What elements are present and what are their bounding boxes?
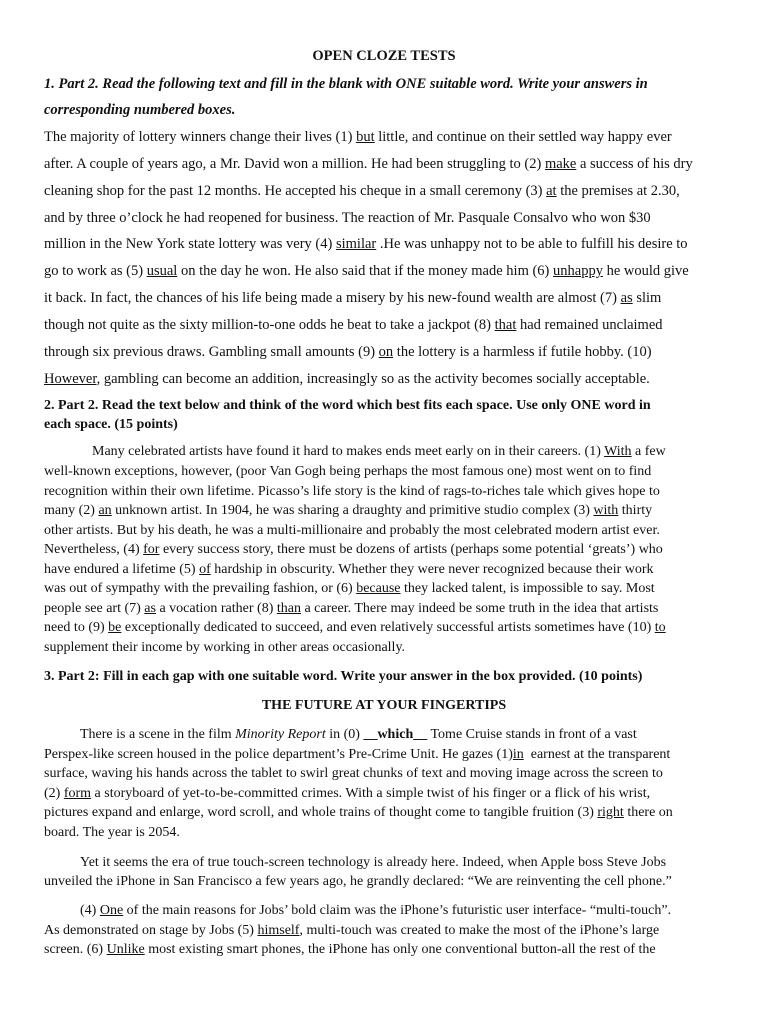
section3-text-line: Perspex-like screen housed in the police department’s Pre-Crime Unit. He gazes (1)in earnest at the transparent — [44, 747, 671, 762]
answer-3-0: __which__ — [363, 727, 428, 742]
section2-text-line: people see art (7) as a vocation rather (8) than a career. There may indeed be some truth in the idea that artists — [44, 601, 659, 616]
answer-2-9: be — [108, 620, 122, 635]
section3-text-line: As demonstrated on stage by Jobs (5) himself, multi-touch was created to make the most of the iPhone’s large — [44, 923, 660, 938]
answer-2: make — [544, 156, 577, 172]
section2-text-line: have endured a lifetime (5) of hardship in obscurity. Whether they were never recognized because their work — [44, 562, 654, 577]
section1-text-line: after. A couple of years ago, a Mr. David won a million. He had been struggling to (2) make a success of his dry — [44, 156, 693, 172]
answer-2-4: for — [143, 542, 160, 557]
answer-10: However — [44, 371, 97, 387]
section2-text-line: many (2) an unknown artist. In 1904, he was sharing a draughty and primitive studio complex (3) with thirty — [44, 503, 653, 518]
section2-text-line: need to (9) be exceptionally dedicated to succeed, and even relatively successful artists sometimes have (10) to — [44, 620, 666, 635]
section3-text-line: Yet it seems the era of true touch-screen technology is already here. Indeed, when Apple boss Steve Jobs — [80, 855, 667, 870]
answer-7: as — [620, 290, 633, 306]
section1-heading-line2: corresponding numbered boxes. — [44, 102, 236, 118]
section3-heading: 3. Part 2: Fill in each gap with one suitable word. Write your answer in the box provided. (10 points) — [44, 669, 643, 684]
film-title: Minority Report — [235, 727, 326, 742]
section3-text-line: surface, waving his hands across the tablet to swirl great chunks of text and moving image across the screen to — [44, 766, 663, 781]
answer-3-2: form — [63, 786, 92, 801]
answer-2-7: as — [144, 601, 156, 616]
section3-text-line: (4) One of the main reasons for Jobs’ bold claim was the iPhone’s futuristic user interface- “multi-touch”. — [80, 903, 672, 918]
section3-text-title: THE FUTURE AT YOUR FINGERTIPS — [261, 698, 507, 713]
answer-2-8: than — [276, 601, 301, 616]
section2-text-line: Many celebrated artists have found it hard to makes ends meet early on in their careers. (1) With a few — [92, 444, 666, 459]
section1-text-line: However, gambling can become an addition, increasingly so as the activity becomes socially acceptable. — [44, 371, 650, 387]
section2-text-line: other artists. But by his death, he was a multi-millionaire and probably the most celebrated modern artist ever. — [44, 523, 660, 538]
section2-text-line: was out of sympathy with the prevailing fashion, or (6) because they lacked talent, is impossible to say. Most — [44, 581, 655, 596]
answer-3-5: himself — [257, 923, 300, 938]
section2-heading-line1: 2. Part 2. Read the text below and think of the word which best fits each space. Use only ONE word in — [44, 398, 651, 413]
section1-text-line: it back. In fact, the chances of his life being made a misery by his new-found wealth are almost (7) as slim — [44, 290, 662, 306]
section3-text-line: There is a scene in the film Minority Report in (0) __which__ Tome Cruise stands in front of a vast — [80, 727, 637, 742]
answer-6: unhappy — [553, 263, 603, 279]
section2-text-line: supplement their income by working in other areas occasionally. — [44, 640, 406, 655]
section1-text-line: cleaning shop for the past 12 months. He accepted his cheque in a small ceremony (3) at the premises at 2.30, — [44, 183, 680, 199]
section1-text-line: go to work as (5) usual on the day he won. He also said that if the money made him (6) unhappy he would give — [44, 263, 689, 279]
section3-text-line: (2) form a storyboard of yet-to-be-committed crimes. With a simple twist of his finger or a flick of his wrist, — [44, 786, 651, 801]
section1-heading-line1: 1. Part 2. Read the following text and fill in the blank with ONE suitable word. Write your answers in — [44, 76, 648, 92]
section1-text-line: though not quite as the sixty million-to-one odds he beat to take a jackpot (8) that had remained unclaimed — [44, 317, 663, 333]
answer-3: at — [546, 183, 557, 199]
page-title: OPEN CLOZE TESTS — [312, 48, 456, 64]
section3-text-line: board. The year is 2054. — [44, 825, 180, 840]
section2-text-line: well-known exceptions, however, (poor Van Gogh being perhaps the most famous one) most went on to find — [44, 464, 652, 479]
answer-3-1: in — [512, 747, 524, 762]
answer-3-4: One — [99, 903, 124, 918]
section3-text-line: unveiled the iPhone in San Francisco a few years ago, he grandly declared: “We are reinventing the cell phone.” — [44, 874, 672, 889]
section1-text-line: The majority of lottery winners change their lives (1) but little, and continue on their settled way happy ever — [44, 129, 672, 145]
answer-9: on — [378, 344, 394, 360]
answer-3-3: right — [597, 805, 624, 820]
answer-1: but — [356, 129, 375, 145]
answer-5: usual — [146, 263, 178, 279]
answer-2-1: With — [604, 444, 632, 459]
section2-heading-line2: each space. (15 points) — [44, 417, 178, 432]
section2-text-line: recognition within their own lifetime. Picasso’s life story is the kind of rags-to-riches tale which gives hope to — [44, 484, 660, 499]
section3-text-line: pictures expand and enlarge, word scroll, and whole trains of thought come to tangible fruition (3) right there on — [44, 805, 673, 820]
section1-text-line: million in the New York state lottery was very (4) similar .He was unhappy not to be able to fulfill his desire to — [44, 236, 688, 252]
answer-2-2: an — [98, 503, 112, 518]
section1-text-line: and by three o’clock he had reopened for business. The reaction of Mr. Pasquale Consalvo who won $30 — [44, 210, 651, 226]
section1-text-line: through six previous draws. Gambling small amounts (9) on the lottery is a harmless if futile hobby. (10) — [44, 344, 652, 360]
answer-2-5: of — [199, 562, 211, 577]
answer-3-6: Unlike — [106, 942, 145, 957]
answer-2-3: with — [593, 503, 619, 518]
section3-text-line: screen. (6) Unlike most existing smart phones, the iPhone has only one conventional button-all the rest of the — [44, 942, 656, 957]
answer-8: that — [494, 317, 517, 333]
answer-2-10: to — [654, 620, 666, 635]
section2-text-line: Nevertheless, (4) for every success story, there must be dozens of artists (perhaps some potential ‘greats’) who — [44, 542, 663, 557]
answer-2-6: because — [356, 581, 401, 596]
answer-4: similar — [335, 236, 377, 252]
